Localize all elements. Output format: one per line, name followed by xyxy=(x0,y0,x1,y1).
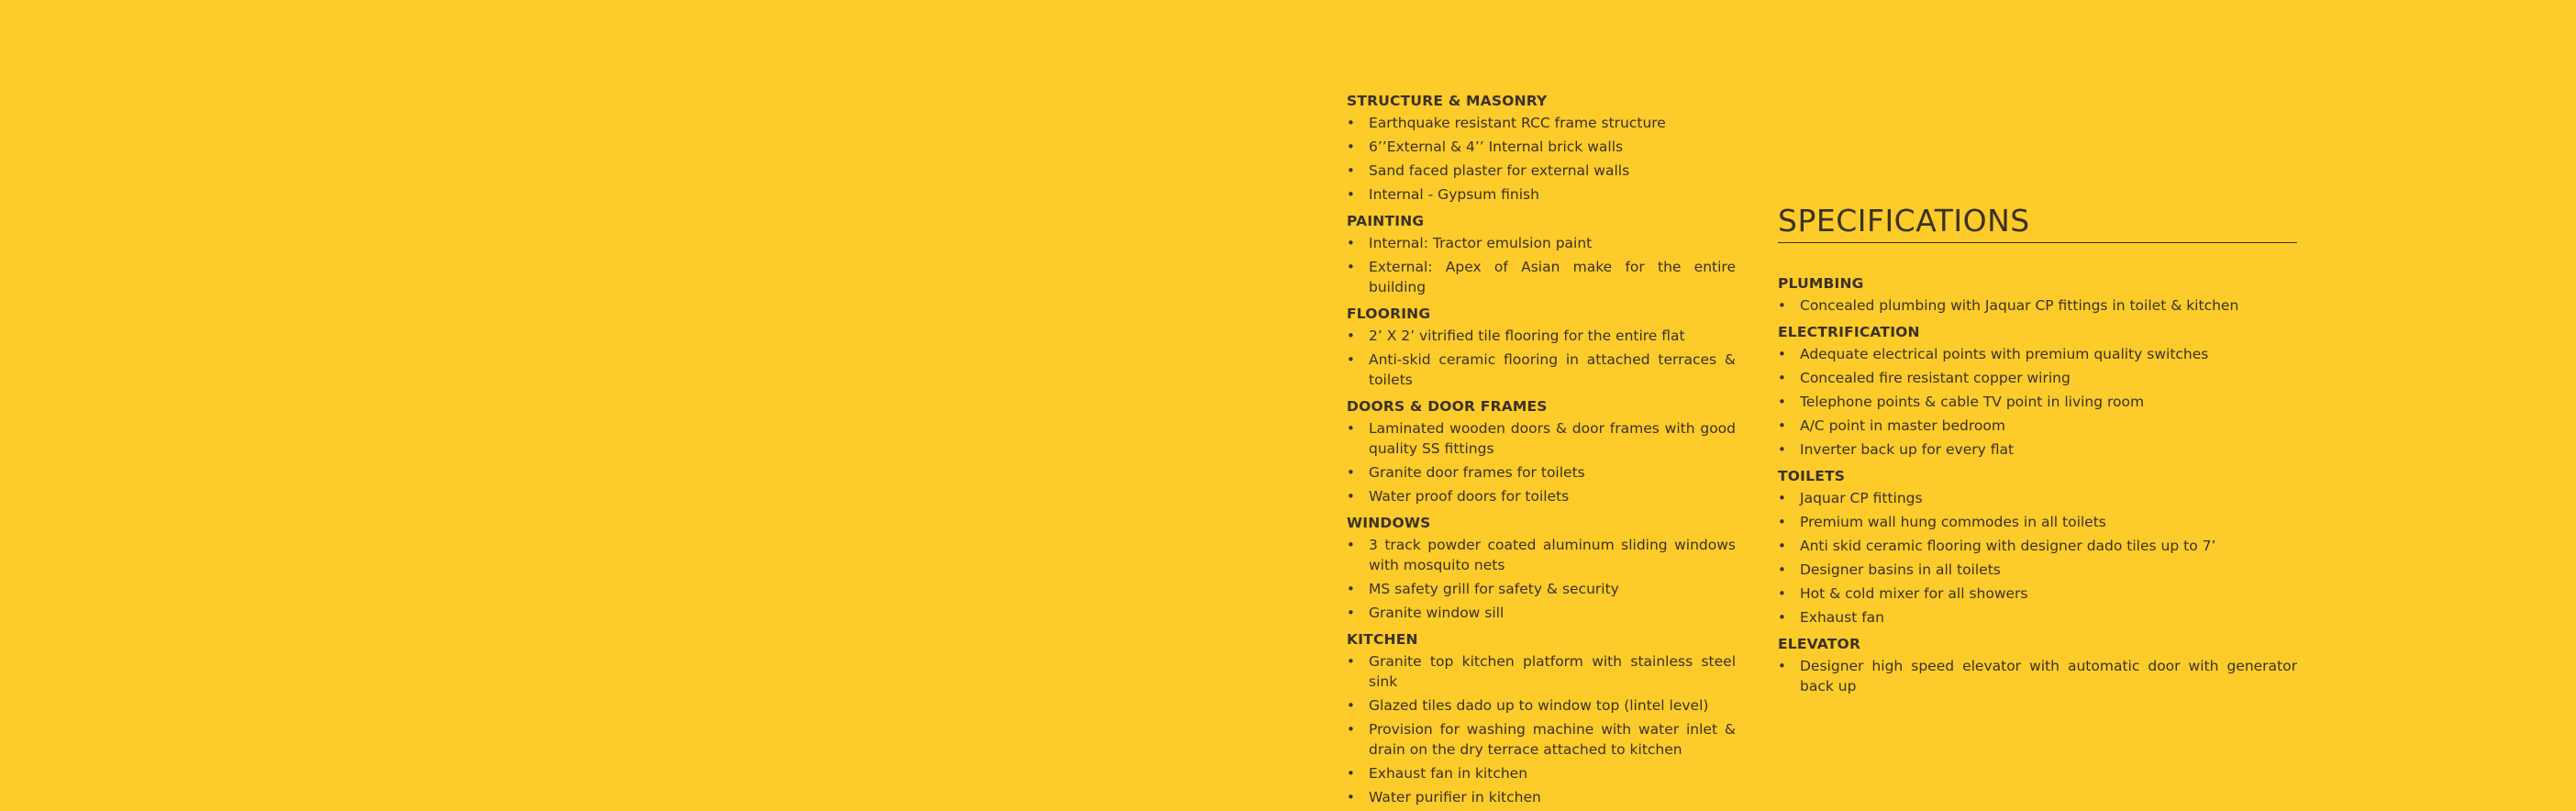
list-item-text: Granite door frames for toilets xyxy=(1369,464,1585,481)
section-toilets xyxy=(1778,463,2297,628)
list-item xyxy=(1778,583,2297,604)
list-item-text: External: Apex of Asian make for the entire building xyxy=(1369,259,1736,295)
list-item xyxy=(1778,488,2297,508)
list-item-text: Earthquake resistant RCC frame structure xyxy=(1369,115,1666,131)
bullet-icon: • xyxy=(1347,537,1355,553)
list-item xyxy=(1347,462,1736,483)
list-item-text: Sand faced plaster for external walls xyxy=(1369,162,1630,179)
right-sections xyxy=(1778,271,2297,696)
list-item-text: Concealed fire resistant copper wiring xyxy=(1800,370,2071,386)
bullet-icon: • xyxy=(1347,488,1355,505)
list-item xyxy=(1347,161,1736,181)
list-item-text: Internal - Gypsum finish xyxy=(1369,186,1539,203)
bullet-icon: • xyxy=(1778,394,1786,410)
list-item xyxy=(1778,607,2297,628)
list-item xyxy=(1778,344,2297,364)
section-list xyxy=(1347,418,1736,506)
bullet-icon: • xyxy=(1347,789,1355,805)
right-spec-column xyxy=(1778,204,2297,700)
list-item-text: Exhaust fan xyxy=(1800,609,1884,626)
section-title: PLUMBING xyxy=(1778,275,1864,292)
section-electrification xyxy=(1778,319,2297,460)
bullet-icon: • xyxy=(1778,658,1786,674)
list-item-text: MS safety grill for safety & security xyxy=(1369,581,1619,597)
bullet-icon: • xyxy=(1778,490,1786,506)
section-list xyxy=(1778,344,2297,460)
bullet-icon: • xyxy=(1347,464,1355,481)
section-list xyxy=(1347,326,1736,390)
bullet-icon: • xyxy=(1347,420,1355,437)
list-item-text: Granite window sill xyxy=(1369,605,1505,621)
list-item-text: Laminated wooden doors & door frames with good quality SS fittings xyxy=(1369,420,1736,457)
bullet-icon: • xyxy=(1347,765,1355,782)
list-item xyxy=(1347,651,1736,692)
section-doors-door-frames xyxy=(1347,394,1736,506)
section-title: ELEVATOR xyxy=(1778,636,1861,652)
bullet-icon: • xyxy=(1778,585,1786,602)
list-item xyxy=(1347,350,1736,390)
list-item-text: Glazed tiles dado up to window top (lintel level) xyxy=(1369,697,1709,714)
bullet-icon: • xyxy=(1347,115,1355,131)
list-item xyxy=(1778,368,2297,388)
list-item-text: Water proof doors for toilets xyxy=(1369,488,1570,505)
list-item xyxy=(1347,603,1736,623)
list-item xyxy=(1778,295,2297,316)
section-title: PAINTING xyxy=(1347,213,1425,229)
list-item-text: Water purifier in kitchen xyxy=(1369,789,1541,805)
bullet-icon: • xyxy=(1347,186,1355,203)
list-item xyxy=(1347,579,1736,599)
left-spec-column xyxy=(1347,88,1736,811)
list-item xyxy=(1778,512,2297,532)
list-item xyxy=(1347,233,1736,253)
section-list xyxy=(1347,651,1736,807)
specifications-heading: SPECIFICATIONS xyxy=(1778,203,2030,239)
bullet-icon: • xyxy=(1347,139,1355,155)
bullet-icon: • xyxy=(1347,721,1355,738)
section-title: ELECTRIFICATION xyxy=(1778,324,1920,340)
section-list xyxy=(1347,233,1736,297)
bullet-icon: • xyxy=(1347,162,1355,179)
list-item-text: 3 track powder coated aluminum sliding windows with mosquito nets xyxy=(1369,537,1736,573)
bullet-icon: • xyxy=(1347,697,1355,714)
bullet-icon: • xyxy=(1778,297,1786,314)
section-windows xyxy=(1347,510,1736,623)
section-title: FLOORING xyxy=(1347,306,1431,322)
list-item-text: Granite top kitchen platform with stainless steel sink xyxy=(1369,653,1736,690)
list-item-text: Premium wall hung commodes in all toilets xyxy=(1800,514,2106,530)
bullet-icon: • xyxy=(1347,605,1355,621)
section-list xyxy=(1778,488,2297,628)
list-item xyxy=(1347,695,1736,716)
bullet-icon: • xyxy=(1347,259,1355,275)
list-item-text: Telephone points & cable TV point in living room xyxy=(1800,394,2145,410)
list-item-text: Jaquar CP fittings xyxy=(1800,490,1923,506)
list-item xyxy=(1778,560,2297,580)
section-structure-masonry xyxy=(1347,88,1736,205)
section-flooring xyxy=(1347,301,1736,390)
section-kitchen xyxy=(1347,627,1736,807)
bullet-icon: • xyxy=(1778,538,1786,554)
list-item-text: Adequate electrical points with premium quality switches xyxy=(1800,346,2209,362)
list-item-text: 6’’External & 4’’ Internal brick walls xyxy=(1369,139,1624,155)
list-item xyxy=(1778,656,2297,696)
list-item-text: Internal: Tractor emulsion paint xyxy=(1369,235,1593,251)
list-item xyxy=(1347,535,1736,575)
list-item-text: Provision for washing machine with water inlet & drain on the dry terrace attached to kitchen xyxy=(1369,721,1736,758)
bullet-icon: • xyxy=(1347,328,1355,344)
list-item xyxy=(1347,486,1736,506)
heading-divider xyxy=(1778,242,2297,243)
list-item xyxy=(1778,416,2297,436)
list-item-text: Inverter back up for every flat xyxy=(1800,441,2015,458)
list-item xyxy=(1778,536,2297,556)
list-item xyxy=(1347,113,1736,133)
list-item xyxy=(1778,392,2297,412)
bullet-icon: • xyxy=(1347,581,1355,597)
list-item xyxy=(1347,326,1736,346)
bullet-icon: • xyxy=(1347,351,1355,368)
section-elevator xyxy=(1778,631,2297,696)
list-item xyxy=(1347,257,1736,297)
section-plumbing xyxy=(1778,271,2297,316)
list-item xyxy=(1347,184,1736,205)
list-item-text: 2’ X 2’ vitrified tile flooring for the entire flat xyxy=(1369,328,1685,344)
bullet-icon: • xyxy=(1778,514,1786,530)
section-title: WINDOWS xyxy=(1347,515,1431,531)
bullet-icon: • xyxy=(1347,235,1355,251)
bullet-icon: • xyxy=(1778,346,1786,362)
section-title: KITCHEN xyxy=(1347,631,1418,648)
list-item xyxy=(1347,137,1736,157)
section-title: STRUCTURE & MASONRY xyxy=(1347,93,1548,109)
list-item-text: Anti skid ceramic flooring with designer dado tiles up to 7’ xyxy=(1800,538,2216,554)
list-item xyxy=(1778,439,2297,460)
section-list xyxy=(1778,295,2297,316)
list-item-text: A/C point in master bedroom xyxy=(1800,417,2005,434)
list-item-text: Designer basins in all toilets xyxy=(1800,561,2001,578)
bullet-icon: • xyxy=(1778,441,1786,458)
section-list xyxy=(1347,113,1736,205)
list-item xyxy=(1347,787,1736,807)
bullet-icon: • xyxy=(1778,561,1786,578)
bullet-icon: • xyxy=(1778,417,1786,434)
section-title: DOORS & DOOR FRAMES xyxy=(1347,398,1548,415)
list-item xyxy=(1347,763,1736,783)
list-item xyxy=(1347,719,1736,760)
list-item-text: Designer high speed elevator with automatic door with generator back up xyxy=(1800,658,2297,694)
section-list xyxy=(1778,656,2297,696)
list-item-text: Anti-skid ceramic flooring in attached terraces & toilets xyxy=(1369,351,1736,388)
section-title: TOILETS xyxy=(1778,468,1846,484)
list-item-text: Hot & cold mixer for all showers xyxy=(1800,585,2028,602)
bullet-icon: • xyxy=(1778,370,1786,386)
section-painting xyxy=(1347,208,1736,297)
list-item-text: Exhaust fan in kitchen xyxy=(1369,765,1528,782)
list-item-text: Concealed plumbing with Jaquar CP fittings in toilet & kitchen xyxy=(1800,297,2239,314)
section-list xyxy=(1347,535,1736,623)
list-item xyxy=(1347,418,1736,459)
bullet-icon: • xyxy=(1778,609,1786,626)
bullet-icon: • xyxy=(1347,653,1355,670)
